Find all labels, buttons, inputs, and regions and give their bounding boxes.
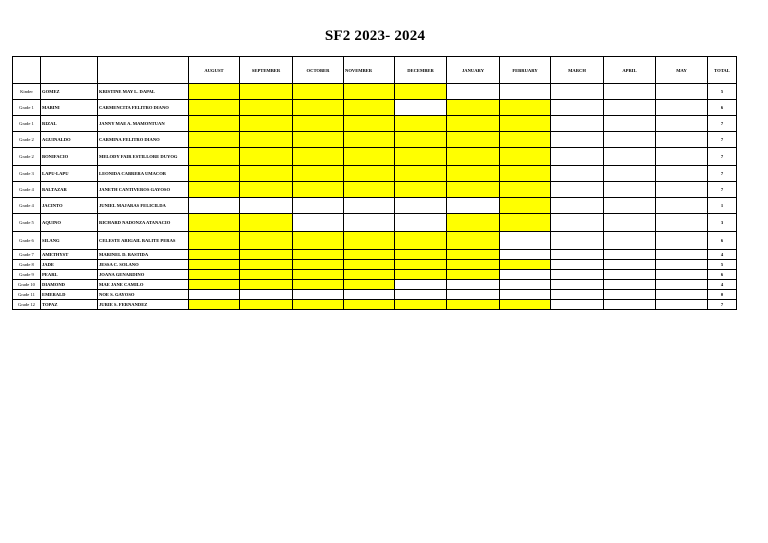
month-cell-november xyxy=(344,132,395,148)
month-cell-may xyxy=(656,270,708,280)
grade-cell: Kinder xyxy=(13,84,41,100)
month-cell-may xyxy=(656,100,708,116)
table-row xyxy=(13,182,737,198)
table-row xyxy=(13,100,737,116)
grade-cell: Grade 7 xyxy=(13,250,41,260)
month-cell-january xyxy=(447,84,500,100)
month-cell-october xyxy=(293,166,344,182)
month-cell-february xyxy=(500,232,551,250)
total-cell: 5 xyxy=(708,84,737,100)
month-cell-april xyxy=(604,116,656,132)
grade-cell: Grade 4 xyxy=(13,198,41,214)
month-cell-april xyxy=(604,270,656,280)
month-cell-may xyxy=(656,250,708,260)
month-cell-december xyxy=(395,198,447,214)
table-row xyxy=(13,166,737,182)
section-cell: BALTAZAR xyxy=(41,182,98,198)
month-cell-september xyxy=(240,100,293,116)
month-cell-august xyxy=(189,198,240,214)
table-row xyxy=(13,300,737,310)
grade-cell: Grade 3 xyxy=(13,166,41,182)
month-cell-january xyxy=(447,300,500,310)
table-row xyxy=(13,260,737,270)
month-cell-november xyxy=(344,148,395,166)
month-cell-march xyxy=(551,290,604,300)
month-cell-november xyxy=(344,270,395,280)
month-cell-january xyxy=(447,100,500,116)
month-cell-march xyxy=(551,260,604,270)
header-month: MARCH xyxy=(551,57,604,84)
month-cell-september xyxy=(240,290,293,300)
month-cell-march xyxy=(551,280,604,290)
adviser-cell: CARMINA FELITRO DIANO xyxy=(98,132,189,148)
header-month: MAY xyxy=(656,57,708,84)
month-cell-november xyxy=(344,280,395,290)
adviser-cell: CELESTE ABIGAIL BALITE PERAS xyxy=(98,232,189,250)
month-cell-november xyxy=(344,214,395,232)
grade-cell: Grade 10 xyxy=(13,280,41,290)
header-total: TOTAL xyxy=(708,57,737,84)
month-cell-november xyxy=(344,232,395,250)
month-cell-march xyxy=(551,132,604,148)
section-cell: AGUINALDO xyxy=(41,132,98,148)
section-cell: SILANG xyxy=(41,232,98,250)
month-cell-february xyxy=(500,198,551,214)
adviser-cell: CARMENCITA FELITRO DIANO xyxy=(98,100,189,116)
total-cell: 6 xyxy=(708,100,737,116)
grade-cell: Grade 2 xyxy=(13,132,41,148)
header-grade xyxy=(13,57,41,84)
month-cell-august xyxy=(189,270,240,280)
table-row xyxy=(13,116,737,132)
month-cell-may xyxy=(656,84,708,100)
total-cell: 4 xyxy=(708,250,737,260)
month-cell-august xyxy=(189,214,240,232)
month-cell-may xyxy=(656,280,708,290)
month-cell-may xyxy=(656,182,708,198)
grade-cell: Grade 2 xyxy=(13,148,41,166)
header-month: JANUARY xyxy=(447,57,500,84)
table-row xyxy=(13,214,737,232)
table-row xyxy=(13,250,737,260)
month-cell-may xyxy=(656,132,708,148)
month-cell-april xyxy=(604,198,656,214)
table-body xyxy=(13,84,737,310)
table-row xyxy=(13,84,737,100)
month-cell-march xyxy=(551,270,604,280)
header-month: APRIL xyxy=(604,57,656,84)
section-cell: GOMEZ xyxy=(41,84,98,100)
page-title: SF2 2023- 2024 xyxy=(324,28,426,44)
month-cell-march xyxy=(551,182,604,198)
month-cell-march xyxy=(551,300,604,310)
month-cell-october xyxy=(293,84,344,100)
grade-cell: Grade 6 xyxy=(13,232,41,250)
month-cell-may xyxy=(656,166,708,182)
month-cell-september xyxy=(240,132,293,148)
section-cell: JADE xyxy=(41,260,98,270)
month-cell-december xyxy=(395,290,447,300)
grade-cell: Grade 9 xyxy=(13,270,41,280)
adviser-cell: JOANA GENARDINO xyxy=(98,270,189,280)
total-cell: 7 xyxy=(708,166,737,182)
month-cell-november xyxy=(344,198,395,214)
month-cell-april xyxy=(604,182,656,198)
month-cell-september xyxy=(240,232,293,250)
month-cell-december xyxy=(395,116,447,132)
month-cell-may xyxy=(656,260,708,270)
table-row xyxy=(13,270,737,280)
month-cell-february xyxy=(500,290,551,300)
header-row xyxy=(13,57,737,84)
month-cell-march xyxy=(551,250,604,260)
month-cell-november xyxy=(344,166,395,182)
month-cell-november xyxy=(344,260,395,270)
header-month: AUGUST xyxy=(189,57,240,84)
month-cell-january xyxy=(447,166,500,182)
month-cell-august xyxy=(189,84,240,100)
header-month: OCTOBER xyxy=(293,57,344,84)
month-cell-october xyxy=(293,250,344,260)
month-cell-november xyxy=(344,182,395,198)
month-cell-october xyxy=(293,148,344,166)
month-cell-february xyxy=(500,214,551,232)
month-cell-february xyxy=(500,280,551,290)
month-cell-august xyxy=(189,148,240,166)
total-cell: 4 xyxy=(708,280,737,290)
table-row xyxy=(13,232,737,250)
month-cell-january xyxy=(447,132,500,148)
month-cell-december xyxy=(395,280,447,290)
adviser-cell: JESSA C. SOLANO xyxy=(98,260,189,270)
sf2-table xyxy=(12,56,737,310)
month-cell-november xyxy=(344,290,395,300)
month-cell-october xyxy=(293,100,344,116)
month-cell-september xyxy=(240,148,293,166)
month-cell-november xyxy=(344,116,395,132)
table-row xyxy=(13,148,737,166)
month-cell-august xyxy=(189,260,240,270)
month-cell-january xyxy=(447,116,500,132)
month-cell-april xyxy=(604,84,656,100)
grade-cell: Grade 4 xyxy=(13,182,41,198)
month-cell-april xyxy=(604,280,656,290)
month-cell-october xyxy=(293,182,344,198)
month-cell-october xyxy=(293,132,344,148)
month-cell-december xyxy=(395,214,447,232)
month-cell-august xyxy=(189,132,240,148)
adviser-cell: MELODY FAIR ESTILLORE DUYOG xyxy=(98,148,189,166)
section-cell: JACINTO xyxy=(41,198,98,214)
month-cell-december xyxy=(395,84,447,100)
month-cell-september xyxy=(240,166,293,182)
adviser-cell: KRISTINE MAY L. DAPAL xyxy=(98,84,189,100)
month-cell-february xyxy=(500,148,551,166)
month-cell-february xyxy=(500,132,551,148)
month-cell-february xyxy=(500,100,551,116)
month-cell-september xyxy=(240,250,293,260)
grade-cell: Grade 1 xyxy=(13,100,41,116)
month-cell-september xyxy=(240,270,293,280)
month-cell-february xyxy=(500,182,551,198)
total-cell: 7 xyxy=(708,116,737,132)
month-cell-february xyxy=(500,166,551,182)
grade-cell: Grade 8 xyxy=(13,260,41,270)
month-cell-february xyxy=(500,260,551,270)
month-cell-december xyxy=(395,260,447,270)
month-cell-september xyxy=(240,84,293,100)
month-cell-march xyxy=(551,214,604,232)
month-cell-december xyxy=(395,250,447,260)
month-cell-january xyxy=(447,148,500,166)
month-cell-november xyxy=(344,300,395,310)
month-cell-october xyxy=(293,280,344,290)
month-cell-december xyxy=(395,182,447,198)
grade-cell: Grade 1 xyxy=(13,116,41,132)
month-cell-may xyxy=(656,198,708,214)
total-cell: 0 xyxy=(708,290,737,300)
adviser-cell: RICHARD NADONZA ATANACIO xyxy=(98,214,189,232)
month-cell-october xyxy=(293,290,344,300)
header-month: NOVEMBER xyxy=(344,57,395,84)
adviser-cell: MAE JANE CAMILO xyxy=(98,280,189,290)
month-cell-august xyxy=(189,116,240,132)
header-adviser xyxy=(98,57,189,84)
month-cell-september xyxy=(240,116,293,132)
month-cell-december xyxy=(395,270,447,280)
section-cell: AMETHYST xyxy=(41,250,98,260)
month-cell-january xyxy=(447,280,500,290)
table-row xyxy=(13,198,737,214)
month-cell-april xyxy=(604,132,656,148)
total-cell: 1 xyxy=(708,198,737,214)
month-cell-may xyxy=(656,232,708,250)
month-cell-march xyxy=(551,100,604,116)
month-cell-february xyxy=(500,116,551,132)
month-cell-april xyxy=(604,214,656,232)
section-cell: EMERALD xyxy=(41,290,98,300)
month-cell-september xyxy=(240,198,293,214)
total-cell: 5 xyxy=(708,260,737,270)
section-cell: BONIFACIO xyxy=(41,148,98,166)
month-cell-march xyxy=(551,116,604,132)
month-cell-february xyxy=(500,300,551,310)
month-cell-april xyxy=(604,290,656,300)
header-month: FEBRUARY xyxy=(500,57,551,84)
month-cell-april xyxy=(604,148,656,166)
month-cell-march xyxy=(551,84,604,100)
month-cell-october xyxy=(293,300,344,310)
month-cell-august xyxy=(189,250,240,260)
month-cell-april xyxy=(604,300,656,310)
section-cell: RIZAL xyxy=(41,116,98,132)
header-month: SEPTEMBER xyxy=(240,57,293,84)
month-cell-october xyxy=(293,214,344,232)
month-cell-february xyxy=(500,250,551,260)
month-cell-september xyxy=(240,214,293,232)
grade-cell: Grade 12 xyxy=(13,300,41,310)
section-cell: AQUINO xyxy=(41,214,98,232)
month-cell-january xyxy=(447,290,500,300)
month-cell-november xyxy=(344,250,395,260)
month-cell-august xyxy=(189,100,240,116)
month-cell-october xyxy=(293,198,344,214)
month-cell-december xyxy=(395,166,447,182)
month-cell-october xyxy=(293,260,344,270)
adviser-cell: JUNIEL MAJARAS FELICILDA xyxy=(98,198,189,214)
adviser-cell: NOE S. GAYOSO xyxy=(98,290,189,300)
month-cell-october xyxy=(293,232,344,250)
month-cell-january xyxy=(447,260,500,270)
section-cell: MABINI xyxy=(41,100,98,116)
section-cell: LAPU-LAPU xyxy=(41,166,98,182)
table-row xyxy=(13,132,737,148)
total-cell: 3 xyxy=(708,214,737,232)
month-cell-november xyxy=(344,100,395,116)
month-cell-january xyxy=(447,232,500,250)
month-cell-may xyxy=(656,214,708,232)
month-cell-september xyxy=(240,280,293,290)
month-cell-december xyxy=(395,132,447,148)
month-cell-october xyxy=(293,270,344,280)
month-cell-april xyxy=(604,232,656,250)
month-cell-january xyxy=(447,182,500,198)
month-cell-january xyxy=(447,214,500,232)
adviser-cell: JURIE S. FERNANDEZ xyxy=(98,300,189,310)
month-cell-october xyxy=(293,116,344,132)
total-cell: 7 xyxy=(708,182,737,198)
grade-cell: Grade 11 xyxy=(13,290,41,300)
month-cell-january xyxy=(447,270,500,280)
month-cell-april xyxy=(604,100,656,116)
total-cell: 6 xyxy=(708,270,737,280)
adviser-cell: JANNY MAE A. MAMONTUAN xyxy=(98,116,189,132)
month-cell-september xyxy=(240,182,293,198)
month-cell-march xyxy=(551,148,604,166)
month-cell-april xyxy=(604,250,656,260)
month-cell-march xyxy=(551,198,604,214)
month-cell-august xyxy=(189,232,240,250)
month-cell-february xyxy=(500,270,551,280)
month-cell-december xyxy=(395,300,447,310)
header-section xyxy=(41,57,98,84)
section-cell: TOPAZ xyxy=(41,300,98,310)
month-cell-december xyxy=(395,232,447,250)
adviser-cell: JANETH CANTIVEROS GAYOSO xyxy=(98,182,189,198)
table-row xyxy=(13,290,737,300)
month-cell-may xyxy=(656,148,708,166)
month-cell-december xyxy=(395,148,447,166)
month-cell-august xyxy=(189,300,240,310)
month-cell-september xyxy=(240,300,293,310)
header-month: DECEMBER xyxy=(395,57,447,84)
month-cell-april xyxy=(604,260,656,270)
total-cell: 6 xyxy=(708,232,737,250)
month-cell-january xyxy=(447,198,500,214)
month-cell-november xyxy=(344,84,395,100)
adviser-cell: LEONIDA CABRERA UMACOB xyxy=(98,166,189,182)
month-cell-september xyxy=(240,260,293,270)
month-cell-december xyxy=(395,100,447,116)
section-cell: DIAMOND xyxy=(41,280,98,290)
grade-cell: Grade 5 xyxy=(13,214,41,232)
month-cell-may xyxy=(656,300,708,310)
table-row xyxy=(13,280,737,290)
month-cell-may xyxy=(656,116,708,132)
month-cell-february xyxy=(500,84,551,100)
section-cell: PEARL xyxy=(41,270,98,280)
month-cell-march xyxy=(551,232,604,250)
total-cell: 7 xyxy=(708,300,737,310)
month-cell-august xyxy=(189,166,240,182)
month-cell-may xyxy=(656,290,708,300)
total-cell: 7 xyxy=(708,132,737,148)
month-cell-august xyxy=(189,182,240,198)
total-cell: 7 xyxy=(708,148,737,166)
month-cell-march xyxy=(551,166,604,182)
month-cell-january xyxy=(447,250,500,260)
adviser-cell: MARINEL D. BASTIDA xyxy=(98,250,189,260)
month-cell-april xyxy=(604,166,656,182)
month-cell-august xyxy=(189,290,240,300)
month-cell-august xyxy=(189,280,240,290)
